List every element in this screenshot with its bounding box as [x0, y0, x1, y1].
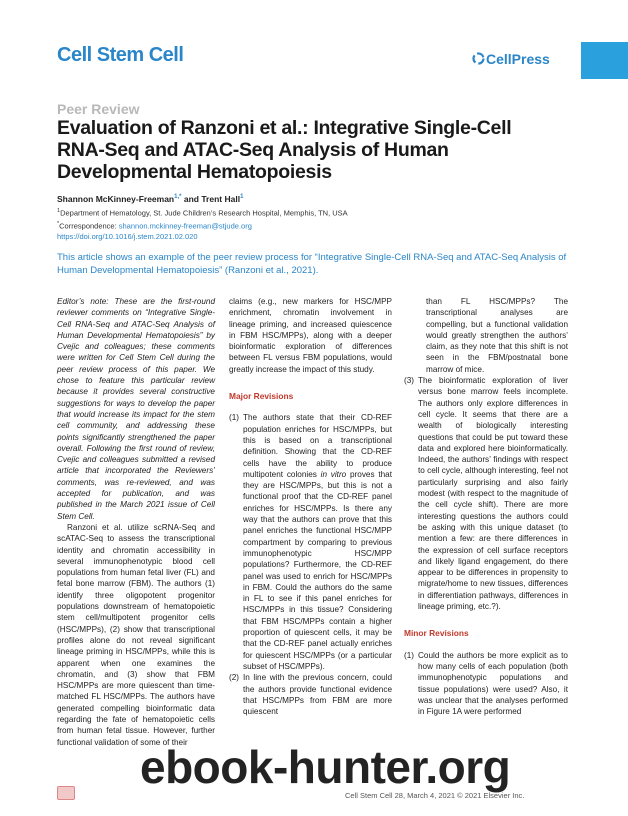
author-name: Trent Hall [201, 194, 241, 204]
item-number: (2) [229, 673, 240, 683]
journal-name: Cell Stem Cell [57, 44, 184, 66]
major-revisions-heading: Major Revisions [229, 391, 294, 402]
publisher-name: CellPress [486, 51, 550, 67]
item-number: (3) [404, 376, 415, 386]
doi-link[interactable]: https://doi.org/10.1016/j.stem.2021.02.020 [57, 232, 198, 241]
author-superscript: 1 [240, 194, 244, 201]
check-for-updates-icon[interactable] [57, 786, 75, 800]
article-summary: This article shows an example of the peer review process for “Integrative Single-Cell RNA-Seq and ATAC-Seq Analysis of Human Developmental Hematopoiesis” (Ranzoni et al., 2021). [57, 252, 567, 276]
item-number: (1) [229, 413, 240, 423]
author-line [57, 194, 243, 204]
author-connector: and [181, 194, 202, 204]
page-footer: Cell Stem Cell 28, March 4, 2021 © 2021 Elsevier Inc. [345, 791, 525, 800]
item-text: In line with the previous concern, could the authors provide functional evidence that HSC/MPPs from FBM are more quiescent [243, 673, 392, 717]
correspondence-label: Correspondence: [59, 221, 119, 231]
cellpress-logo-icon [472, 52, 485, 65]
list-item [229, 412, 392, 672]
body-paragraph: Ranzoni et al. utilize scRNA-Seq and scATAC-Seq to assess the transcriptional identity and chromatin accessibility in several immunophenotypic blood cell populations from human fetal liver (FL) and fetal bone marrow (FBM). The authors (1) identify three oligopotent progenitor populations downstream of hematopoietic stem cell/multipotent progenitor cells (HSC/MPPs), (2) show that transcriptional profiles alone do not reveal significant lineage priming in HSC/MPPs, while this is apparent when one examines the chromatin, and (3) show that FBM HSC/MPPs are more quiescent than time-matched FL HSC/MPPs. The authors have generated compelling bioinformatic data regarding the fate of hematopoietic cells from human fetal tissue. However, further functional validation of some of their [57, 522, 215, 747]
section-label: Peer Review [57, 101, 140, 117]
item-continuation: than FL HSC/MPPs? The transcriptional analyses are compelling, but a functional validation would greatly strengthen the authors’ claim, as they note that this shift is not seen in the FBM/postnatal bone marrow of mice. [426, 297, 568, 374]
item-text: The bioinformatic exploration of liver versus bone marrow feels incomplete. The authors only explore differences in cell cycle. It seems that there are a wealth of biologically interesting questions that could be put toward these data and explored here bioinformatically. Indeed, the authors’ findings with respect to cell cycle, although interesting, feel not particularly surprising and also fairly modest (with respect to the magnitude of the cell cycle shift). There are more interesting questions the authors could be asking with this unique dataset (to mention a few: are there differences in the expression of cell surface receptors and likely ligand engagement, do there appear to be differences in propensity to migrate/home to new tissues, differences in differentiation pathways, differences in lineage priming, etc.?). [418, 376, 568, 612]
correspondence-email-link[interactable]: shannon.mckinney-freeman@stjude.org [118, 221, 252, 231]
editors-note: Editor’s note: These are the first-round reviewer comments on “Integrative Single-Cell RNA-Seq and ATAC-Seq Analysis of Human Developmental Hematopoiesis” by Cvejic and colleagues; these comments were written for Cell Stem Cell during the peer review process of this paper. We chose to feature this particular review because it provides several constructive suggestions for ways to develop the paper that would increase its impact for the stem cell community, and addressing these points significantly strengthened the paper overall. Following the first round of review, Cvejic and colleagues submitted a revised article that incorporated the Reviewers’ comments, was re-reviewed, and was accepted for publication, and was published in the March 2021 issue of Cell Stem Cell. [57, 297, 215, 521]
author-name: Shannon McKinney-Freeman [57, 194, 175, 204]
column-2 [229, 296, 392, 717]
correspondence-superscript: * [57, 221, 60, 227]
list-item [404, 650, 568, 718]
item-number: (1) [404, 650, 415, 660]
list-item [404, 375, 568, 612]
column-3 [404, 296, 568, 717]
header-color-tab [581, 42, 628, 79]
affiliation-block [57, 206, 348, 243]
item-text: The authors state that their CD-REF population enriches for HSC/MPPs, but this is based on a transcriptional definition. Showing that the CD-REF cells have the ability to produce multipotent colonies in vitro proves that they are HSC/MPPs, but this is not a functional proof that the CD-REF panel enriches for HSC/MPPs. Is there any way that the authors can prove that this panel enriches the functional HSC/MPP compartment by comparing to previous immunophenotypic HSC/MPP populations? Furthermore, the CD-REF panel was used to enrich for HSC/MPPs in FBM. Could the authors do the same in FL to see if this panel enriches for HSC/MPPs in this tissue? Considering that FBM HSC/MPPs contain a higher proportion of quiescent cells, it may be that the CD-REF panel actually enriches for quiescent HSC/MPPs (or a particular subset of HSC/MPPs). [243, 413, 392, 671]
article-title: Evaluation of Ranzoni et al.: Integrative Single-Cell RNA-Seq and ATAC-Seq Analysis of Human Developmental Hematopoiesis [57, 117, 512, 183]
item-text: Could the authors be more explicit as to how many cells of each population (both immunophenotypic populations and tissue populations) were used? Also, it was unclear that the analyses performed in Figure 1A were performed [418, 650, 568, 717]
list-item [229, 672, 392, 717]
minor-revisions-heading: Minor Revisions [404, 628, 469, 639]
watermark: ebook-hunter.org [140, 741, 511, 793]
affiliation-text: Department of Hematology, St. Jude Children’s Research Hospital, Memphis, TN, USA [60, 208, 348, 218]
column-1 [57, 296, 215, 748]
affiliation-superscript: 1 [57, 208, 61, 214]
body-paragraph: claims (e.g., new markers for HSC/MPP enrichment, chromatin involvement in lineage priming, and increased quiescence in FBM HSC/MPPs), along with a deeper bioinformatic exploration of differences between FL versus FBM populations, would greatly increase the impact of this study. [229, 297, 392, 374]
author-superscript: 1,* [174, 194, 182, 201]
